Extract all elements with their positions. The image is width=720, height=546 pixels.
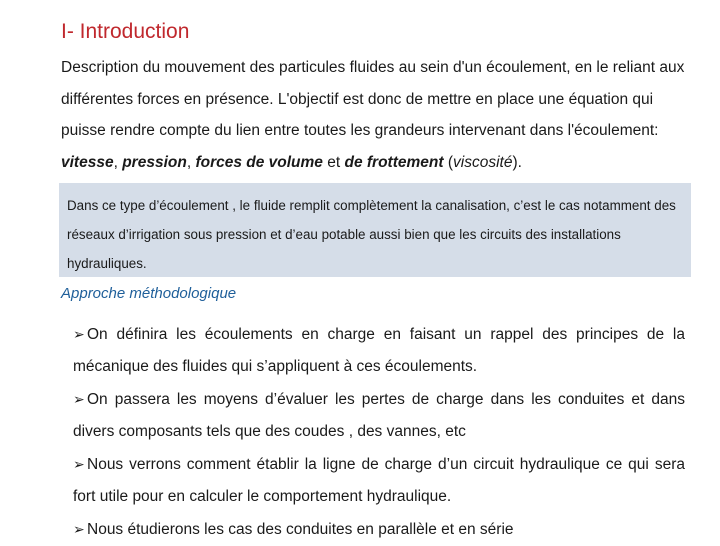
intro-paragraph xyxy=(61,52,693,178)
list-item xyxy=(73,448,685,513)
term-velocity: vitesse xyxy=(61,153,114,171)
callout-text: Dans ce type d’écoulement , le fluide remplit complètement la canalisation, c’est le cas notamment des réseaux d’irrigation sous pression et d’eau potable aussi bien que les circuits des installations hydrauliques. xyxy=(67,198,676,271)
callout-box xyxy=(59,183,691,277)
arrow-right-icon: ➢ xyxy=(73,521,85,537)
intro-separator: , xyxy=(186,153,196,171)
approach-heading: Approche méthodologique xyxy=(61,285,237,302)
term-viscosity: viscosité xyxy=(453,153,513,171)
list-item-text: Nous verrons comment établir la ligne de charge d’un circuit hydraulique ce qui sera fort utile pour en calculer le comportement hydraulique. xyxy=(73,456,685,505)
intro-separator: ). xyxy=(512,153,522,171)
approach-list xyxy=(73,318,685,546)
intro-separator: ( xyxy=(443,153,453,171)
intro-separator: , xyxy=(113,153,123,171)
list-item-text: Nous étudierons les cas des conduites en parallèle et en série xyxy=(87,521,514,538)
term-pressure: pression xyxy=(122,153,187,171)
arrow-right-icon: ➢ xyxy=(73,391,85,407)
arrow-right-icon: ➢ xyxy=(73,326,85,342)
list-item-text: On définira les écoulements en charge en faisant un rappel des principes de la mécanique des fluides qui s’appliquent à ces écoulements. xyxy=(73,326,685,375)
list-item xyxy=(73,318,685,383)
term-friction: de frottement xyxy=(344,153,444,171)
arrow-right-icon: ➢ xyxy=(73,456,85,472)
intro-separator: et xyxy=(322,153,345,171)
term-volume-forces: forces de volume xyxy=(195,153,323,171)
list-item xyxy=(73,513,685,546)
list-item xyxy=(73,383,685,448)
intro-text: Description du mouvement des particules fluides au sein d'un écoulement, en le reliant aux différentes forces en présence. L'objectif est donc de mettre en place une équation qui puisse rendre compte du lien entre toutes les grandeurs intervenant dans l'écoulement: xyxy=(61,59,685,139)
list-item-text: On passera les moyens d’évaluer les pertes de charge dans les conduites et dans divers composants tels que des coudes , des vannes, etc xyxy=(73,391,685,440)
section-title: I- Introduction xyxy=(61,20,190,43)
